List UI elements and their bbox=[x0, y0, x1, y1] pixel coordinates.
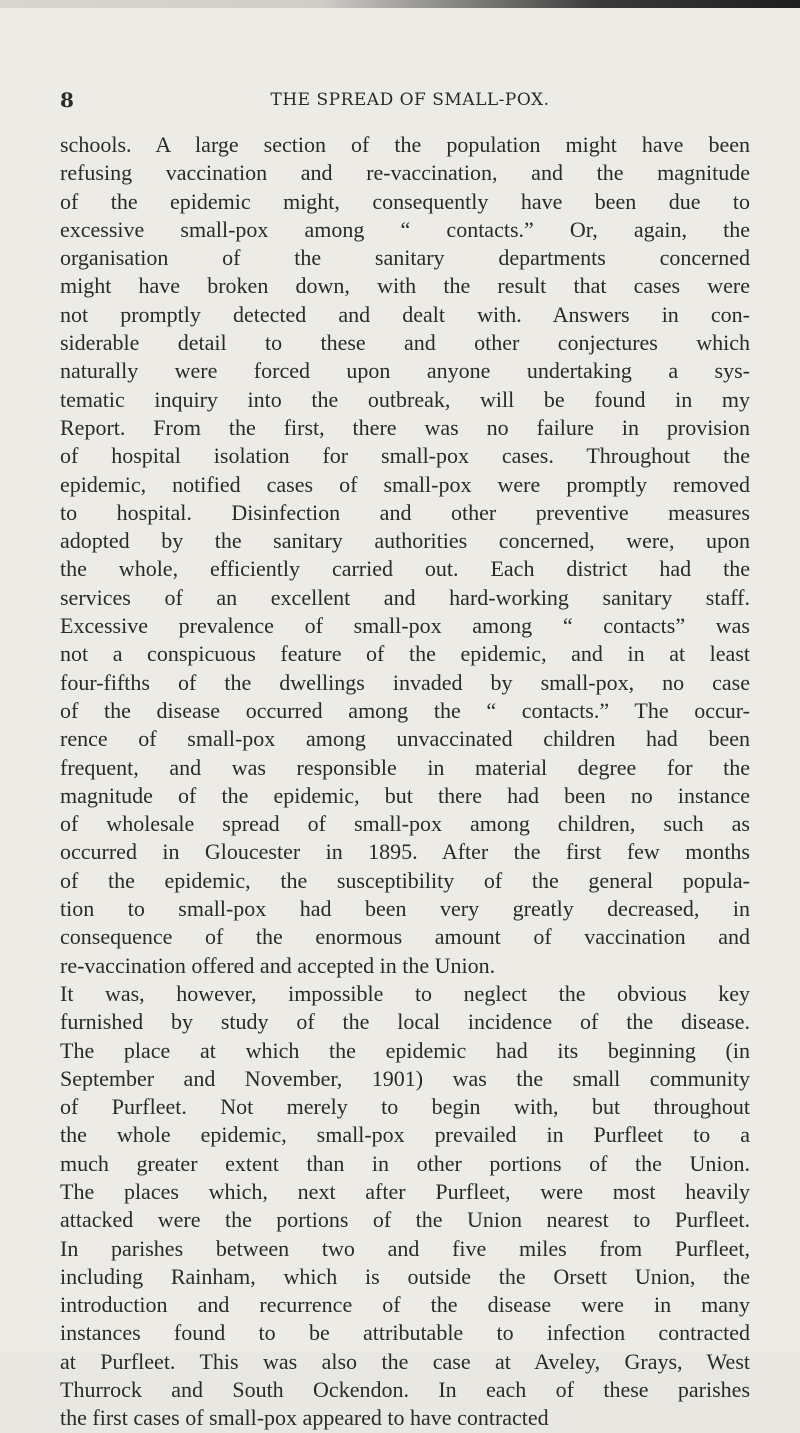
text-line: magnitude of the epidemic, but there had been no instance bbox=[60, 782, 750, 808]
text-line: might have broken down, with the result that cases were bbox=[60, 273, 750, 299]
text-line: epidemic, notified cases of small-pox were promptly removed bbox=[60, 471, 750, 497]
text-line: Thurrock and South Ockendon. In each of these parishes bbox=[60, 1377, 750, 1403]
page-header bbox=[60, 88, 760, 118]
text-line: It was, however, impossible to neglect the obvious key bbox=[60, 980, 750, 1006]
text-line: occurred in Gloucester in 1895. After the first few months bbox=[60, 839, 750, 865]
text-line: not promptly detected and dealt with. Answers in con- bbox=[60, 301, 750, 327]
text-line: frequent, and was responsible in material degree for the bbox=[60, 754, 750, 780]
text-line: Excessive prevalence of small-pox among “ contacts” was bbox=[60, 613, 750, 639]
text-line: siderable detail to these and other conjectures which bbox=[60, 330, 750, 356]
body-text bbox=[60, 131, 750, 1433]
text-line: four-fifths of the dwellings invaded by small-pox, no case bbox=[60, 669, 750, 695]
running-title: THE SPREAD OF SMALL-POX. bbox=[270, 90, 550, 110]
text-line: including Rainham, which is outside the Orsett Union, the bbox=[60, 1263, 750, 1289]
text-line: of wholesale spread of small-pox among children, such as bbox=[60, 811, 750, 837]
text-line: excessive small-pox among “ contacts.” Or, again, the bbox=[60, 216, 750, 242]
text-line: re-vaccination offered and accepted in the Union. bbox=[60, 952, 496, 978]
text-line: services of an excellent and hard-working sanitary staff. bbox=[60, 584, 750, 610]
text-line: schools. A large section of the population might have been bbox=[60, 132, 750, 157]
text-line: rence of small-pox among unvaccinated children had been bbox=[60, 726, 750, 752]
text-line: tematic inquiry into the outbreak, will be found in my bbox=[60, 386, 750, 412]
text-line: of Purfleet. Not merely to begin with, but throughout bbox=[60, 1094, 750, 1120]
text-line: organisation of the sanitary departments concerned bbox=[60, 245, 750, 271]
text-line: of hospital isolation for small-pox cases. Throughout the bbox=[60, 443, 750, 469]
text-line: the whole epidemic, small-pox prevailed in Purfleet to a bbox=[60, 1122, 750, 1148]
text-line: tion to small-pox had been very greatly decreased, in bbox=[60, 896, 750, 922]
text-line: September and November, 1901) was the small community bbox=[60, 1065, 750, 1091]
text-line: much greater extent than in other portions of the Union. bbox=[60, 1150, 750, 1176]
text-line: naturally were forced upon anyone undertaking a sys- bbox=[60, 358, 750, 384]
text-line: furnished by study of the local incidence of the disease. bbox=[60, 1009, 750, 1035]
text-line: not a conspicuous feature of the epidemic, and in at least bbox=[60, 641, 750, 667]
text-line: The place at which the epidemic had its beginning (in bbox=[60, 1037, 750, 1063]
text-line: of the epidemic might, consequently have been due to bbox=[60, 188, 750, 214]
text-line: of the epidemic, the susceptibility of the general popula- bbox=[60, 867, 750, 893]
text-line: refusing vaccination and re-vaccination, and the magnitude bbox=[60, 160, 750, 186]
text-line: adopted by the sanitary authorities concerned, were, upon bbox=[60, 528, 750, 554]
page-top-edge bbox=[0, 0, 800, 8]
text-line: consequence of the enormous amount of vaccination and bbox=[60, 924, 750, 950]
text-line: attacked were the portions of the Union nearest to Purfleet. bbox=[60, 1207, 750, 1233]
text-line: the first cases of small-pox appeared to have contracted bbox=[60, 1405, 549, 1431]
text-line: of the disease occurred among the “ contacts.” The occur- bbox=[60, 697, 750, 723]
text-line: to hospital. Disinfection and other preventive measures bbox=[60, 499, 750, 525]
text-line: Report. From the first, there was no failure in provision bbox=[60, 414, 750, 440]
text-line: the whole, efficiently carried out. Each district had the bbox=[60, 556, 750, 582]
text-line: at Purfleet. This was also the case at Aveley, Grays, West bbox=[60, 1348, 750, 1374]
page-number: 8 bbox=[60, 88, 74, 112]
text-line: instances found to be attributable to infection contracted bbox=[60, 1320, 750, 1346]
text-line: The places which, next after Purfleet, were most heavily bbox=[60, 1178, 750, 1204]
text-line: In parishes between two and five miles from Purfleet, bbox=[60, 1235, 750, 1261]
text-line: introduction and recurrence of the disease were in many bbox=[60, 1292, 750, 1318]
